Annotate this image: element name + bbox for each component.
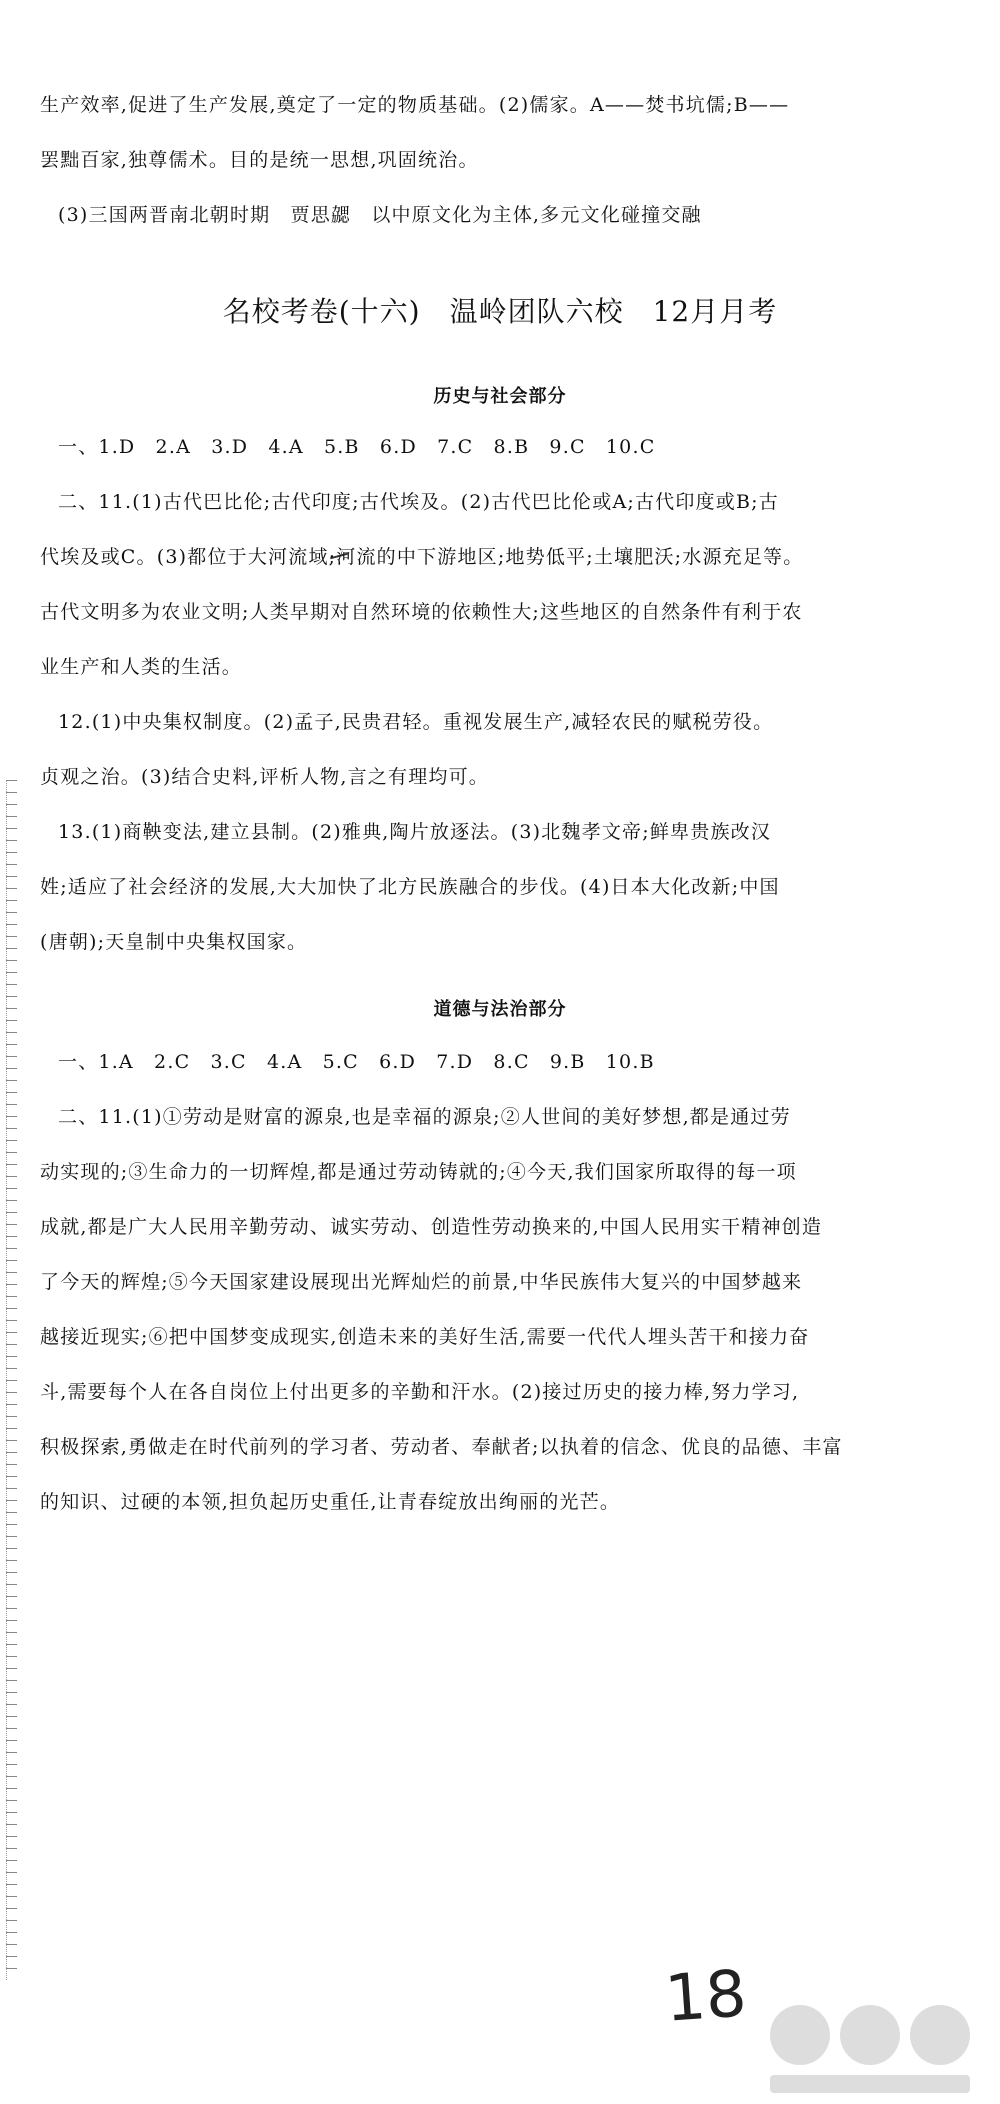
history-line-1: 一、1.D 2.A 3.D 4.A 5.B 6.D 7.C 8.B 9.C 10.C	[58, 436, 656, 458]
ethics-line-7: 斗,需要每个人在各自岗位上付出更多的辛勤和汗水。(2)接过历史的接力棒,努力学习,	[40, 1381, 800, 1403]
history-line-2: 二、11.(1)古代巴比伦;古代印度;古代埃及。(2)古代巴比伦或A;古代印度或B;古	[58, 491, 779, 513]
ethics-line-3: 动实现的;③生命力的一切辉煌,都是通过劳动铸就的;④今天,我们国家所取得的每一项	[40, 1161, 797, 1183]
history-heading: 历史与社会部分	[433, 386, 567, 407]
top-line-2: 罢黜百家,独尊儒术。目的是统一思想,巩固统治。	[40, 149, 479, 171]
history-line-7: 贞观之治。(3)结合史料,评析人物,言之有理均可。	[40, 766, 489, 788]
top-line-3: (3)三国两晋南北朝时期 贾思勰 以中原文化为主体,多元文化碰撞交融	[58, 204, 702, 226]
history-line-8: 13.(1)商鞅变法,建立县制。(2)雅典,陶片放逐法。(3)北魏孝文帝;鲜卑贵族改汉	[58, 821, 772, 843]
history-line-5: 业生产和人类的生活。	[40, 656, 243, 678]
history-line-9: 姓;适应了社会经济的发展,大大加快了北方民族融合的步伐。(4)日本大化改新;中国	[40, 876, 780, 898]
ethics-line-4: 成就,都是广大人民用辛勤劳动、诚实劳动、创造性劳动换来的,中国人民用实干精神创造	[40, 1216, 823, 1238]
history-line-4: 古代文明多为农业文明;人类早期对自然环境的依赖性大;这些地区的自然条件有利于农	[40, 601, 803, 623]
ethics-line-9: 的知识、过硬的本领,担负起历史重任,让青春绽放出绚丽的光芒。	[40, 1491, 621, 1513]
ethics-line-8: 积极探索,勇做走在时代前列的学习者、劳动者、奉献者;以执着的信念、优良的品德、丰富	[40, 1436, 843, 1458]
top-line-1: 生产效率,促进了生产发展,奠定了一定的物质基础。(2)儒家。A——焚书坑儒;B——	[40, 94, 790, 116]
ethics-heading: 道德与法治部分	[433, 999, 567, 1020]
main-title: 名校考卷(十六) 温岭团队六校 12月月考	[222, 295, 778, 328]
ethics-line-5: 了今天的辉煌;⑤今天国家建设展现出光辉灿烂的前景,中华民族伟大复兴的中国梦越来	[40, 1271, 803, 1293]
history-line-3: 代埃及或C。(3)都位于大河流域;河流的中下游地区;地势低平;土壤肥沃;水源充足等。	[40, 546, 804, 568]
watermark-logo	[760, 1990, 980, 2100]
ethics-line-1: 一、1.A 2.C 3.C 4.A 5.C 6.D 7.D 8.C 9.B 10.B	[58, 1051, 655, 1073]
ethics-line-6: 越接近现实;⑥把中国梦变成现实,创造未来的美好生活,需要一代代人埋头苦干和接力奋	[40, 1326, 810, 1348]
history-line-6: 12.(1)中央集权制度。(2)孟子,民贵君轻。重视发展生产,减轻农民的赋税劳役。	[58, 711, 774, 733]
history-line-10: (唐朝);天皇制中央集权国家。	[40, 931, 308, 953]
ethics-line-2: 二、11.(1)①劳动是财富的源泉,也是幸福的源泉;②人世间的美好梦想,都是通过劳	[58, 1106, 791, 1128]
handwritten-page-number: 18	[662, 1957, 749, 2037]
binding-margin-marks	[6, 780, 17, 1980]
